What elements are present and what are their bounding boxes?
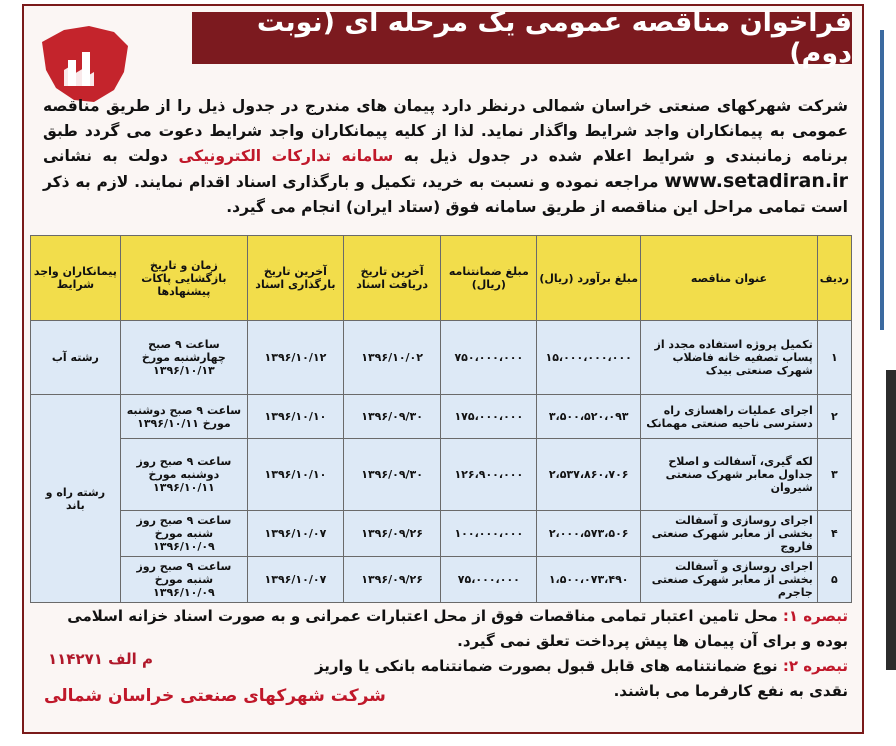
cell-no: ۳ — [817, 439, 851, 511]
cell-estimate: ۱،۵۰۰،۰۷۳،۴۹۰ — [537, 557, 641, 603]
intro-system-name: سامانه تدارکات الکترونیکی — [178, 147, 394, 165]
col-header-title: عنوان مناقصه — [641, 236, 818, 321]
cell-estimate: ۲،۵۳۷،۸۶۰،۷۰۶ — [537, 439, 641, 511]
cell-guarantee: ۷۵۰،۰۰۰،۰۰۰ — [441, 321, 537, 395]
cell-no: ۲ — [817, 395, 851, 439]
intro-url[interactable]: www.setadiran.ir — [664, 170, 848, 192]
col-header-guarantee: مبلغ ضمانتنامه (ریال) — [441, 236, 537, 321]
note-1-text: محل تامین اعتبار تمامی مناقصات فوق از محل اعتبارات عمرانی و به صورت اسناد خزانه اسلامی بوده و برای آن پیمان ها پیش پرداخت تعلق نمی گیرد. — [67, 607, 848, 650]
intro-company: شرکت شهرکهای صنعتی خراسان شمالی — [532, 97, 848, 115]
col-header-opening: زمان و تاریخ بازگشایی پاکات پیشنهادها — [120, 236, 247, 321]
page-edge-strip — [876, 0, 896, 746]
note-1-label: تبصره ۱: — [782, 607, 848, 625]
table-row — [31, 511, 852, 557]
cell-upload-date: ۱۳۹۶/۱۰/۰۷ — [248, 557, 344, 603]
cell-opening: ساعت ۹ صبح چهارشنبه مورخ ۱۳۹۶/۱۰/۱۳ — [120, 321, 247, 395]
cell-upload-date: ۱۳۹۶/۱۰/۱۰ — [248, 439, 344, 511]
cell-receive-date: ۱۳۹۶/۰۹/۲۶ — [343, 557, 441, 603]
col-header-receive-date: آخرین تاریخ دریافت اسناد — [343, 236, 441, 321]
cell-qualified: رشته راه و باند — [31, 395, 121, 603]
col-header-row-no: ردیف — [817, 236, 851, 321]
table-row — [31, 439, 852, 511]
cell-title: تکمیل پروژه استفاده مجدد از پساب تصفیه خانه فاضلاب شهرک صنعتی بیدک — [641, 321, 818, 395]
edge-dark-block — [886, 370, 896, 670]
cell-guarantee: ۷۵،۰۰۰،۰۰۰ — [441, 557, 537, 603]
edge-divider — [880, 30, 884, 330]
cell-estimate: ۳،۵۰۰،۵۲۰،۰۹۳ — [537, 395, 641, 439]
cell-opening: ساعت ۹ صبح روز شنبه مورخ ۱۳۹۶/۱۰/۰۹ — [120, 511, 247, 557]
cell-opening: ساعت ۹ صبح دوشنبه مورخ ۱۳۹۶/۱۰/۱۱ — [120, 395, 247, 439]
cell-upload-date: ۱۳۹۶/۱۰/۰۷ — [248, 511, 344, 557]
cell-no: ۴ — [817, 511, 851, 557]
cell-upload-date: ۱۳۹۶/۱۰/۱۰ — [248, 395, 344, 439]
cell-guarantee: ۱۲۶،۹۰۰،۰۰۰ — [441, 439, 537, 511]
cell-guarantee: ۱۷۵،۰۰۰،۰۰۰ — [441, 395, 537, 439]
tender-table — [30, 235, 852, 603]
cell-no: ۵ — [817, 557, 851, 603]
table-row — [31, 321, 852, 395]
table-row — [31, 557, 852, 603]
cell-receive-date: ۱۳۹۶/۰۹/۳۰ — [343, 439, 441, 511]
intro-text-1: درنظر دارد پیمان های مندرج در جدول ذیل را از طریق مناقصه عمومی به پیمانکاران واجد شرایط واگذار نماید. لذا از کلیه پیمانکاران واجد شرایط دعوت می گردد طبق برنامه زمانبندی و شرایط اعلام شده در جدول ذیل به — [43, 97, 848, 165]
ad-title: فراخوان مناقصه عمومی یک مرحله ای (نوبت دوم) — [256, 7, 852, 69]
cell-title: اجرای روسازی و آسفالت بخشی از معابر شهرک صنعتی فاروج — [641, 511, 818, 557]
tender-advertisement — [22, 4, 864, 734]
cell-opening: ساعت ۹ صبح روز دوشنبه مورخ ۱۳۹۶/۱۰/۱۱ — [120, 439, 247, 511]
col-header-qualified: پیمانکاران واجد شرایط — [31, 236, 121, 321]
cell-guarantee: ۱۰۰،۰۰۰،۰۰۰ — [441, 511, 537, 557]
cell-receive-date: ۱۳۹۶/۱۰/۰۲ — [343, 321, 441, 395]
cell-qualified: رشته آب — [31, 321, 121, 395]
ad-code: م الف ۱۱۴۲۷۱ — [48, 650, 154, 668]
cell-estimate: ۲،۰۰۰،۵۷۳،۵۰۶ — [537, 511, 641, 557]
intro-text-2: دولت به نشانی — [43, 147, 168, 165]
col-header-upload-date: آخرین تاریخ بارگذاری اسناد — [248, 236, 344, 321]
col-header-estimate: مبلغ برآورد (ریال) — [537, 236, 641, 321]
ad-header — [192, 7, 852, 69]
cell-opening: ساعت ۹ صبح روز شنبه مورخ ۱۳۹۶/۱۰/۰۹ — [120, 557, 247, 603]
cell-receive-date: ۱۳۹۶/۰۹/۲۶ — [343, 511, 441, 557]
cell-title: اجرای عملیات راهسازی راه دسترسی ناحیه صنعتی مهمانک — [641, 395, 818, 439]
cell-upload-date: ۱۳۹۶/۱۰/۱۲ — [248, 321, 344, 395]
intro-paragraph — [43, 94, 848, 220]
cell-title: لکه گیری، آسفالت و اصلاح جداول معابر شهرک صنعتی شیروان — [641, 439, 818, 511]
cell-receive-date: ۱۳۹۶/۰۹/۳۰ — [343, 395, 441, 439]
note-1 — [43, 604, 848, 654]
footer-company: شرکت شهرکهای صنعتی خراسان شمالی — [44, 686, 386, 706]
cell-title: اجرای روسازی و آسفالت بخشی از معابر شهرک صنعتی جاجرم — [641, 557, 818, 603]
note-2-text: نوع ضمانتنامه های قابل قبول بصورت ضمانتنامه بانکی یا واریز نقدی به نفع کارفرما می باشند. — [314, 657, 848, 700]
intro-text-3: مراجعه نموده و نسبت به خرید، تکمیل و بارگذاری اسناد اقدام نمایند. لازم به ذکر است تمامی مراحل این مناقصه از طریق سامانه فوق (ستاد ایران) انجام می گیرد. — [43, 173, 848, 216]
cell-no: ۱ — [817, 321, 851, 395]
cell-estimate: ۱۵،۰۰۰،۰۰۰،۰۰۰ — [537, 321, 641, 395]
table-header-row — [31, 236, 852, 321]
note-2-label: تبصره ۲: — [782, 657, 848, 675]
table-row — [31, 395, 852, 439]
